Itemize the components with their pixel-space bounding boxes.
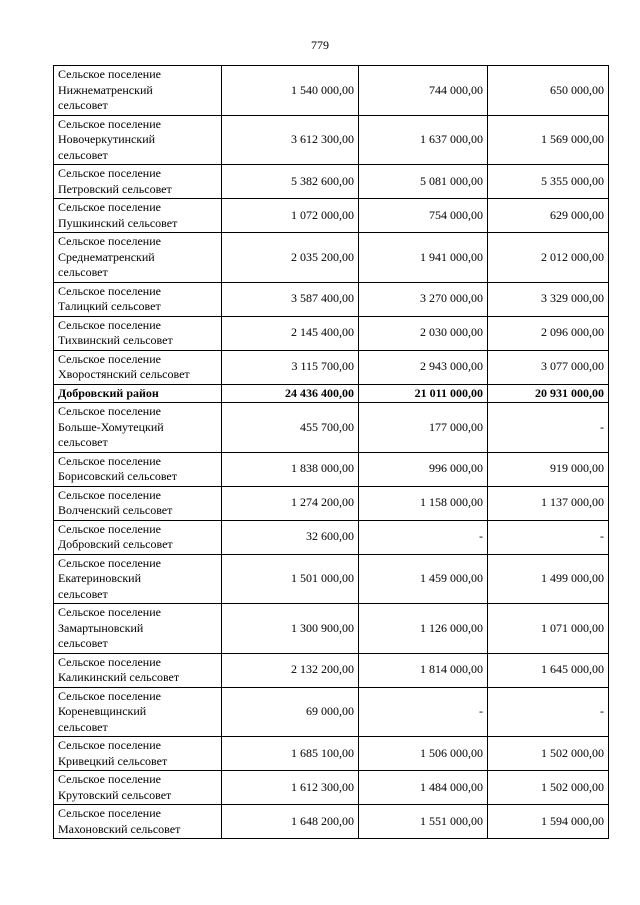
settlement-name-line: Сельское поселение [58, 487, 161, 502]
settlement-name-line: Сельское поселение [58, 200, 161, 214]
amount-cell-1: 2 132 200,00 [222, 653, 359, 687]
table-row [54, 66, 609, 116]
amount-cell-3: 5 355 000,00 [488, 165, 609, 199]
amount-cell-3: - [488, 520, 609, 554]
table-row [54, 115, 609, 165]
amount-cell-1: 3 115 700,00 [222, 350, 359, 384]
settlement-name-cell [54, 554, 222, 604]
settlement-name-cell [54, 115, 222, 165]
settlement-name-line: Сельское поселение [58, 555, 161, 570]
amount-cell-3: 2 012 000,00 [488, 233, 609, 283]
settlement-name-line: Сельское поселение [58, 688, 161, 703]
table-row [54, 653, 609, 687]
amount-cell-2: - [359, 520, 488, 554]
table-row [54, 403, 609, 453]
table-row [54, 452, 609, 486]
table-row [54, 165, 609, 199]
settlement-name-line: сельсовет [58, 98, 108, 112]
amount-cell-3: 1 502 000,00 [488, 771, 609, 805]
table-row [54, 282, 609, 316]
amount-cell-2: 5 081 000,00 [359, 165, 488, 199]
amount-cell-1: 1 540 000,00 [222, 66, 359, 116]
settlement-name-cell [54, 403, 222, 453]
settlement-name-line: Сельское поселение [58, 351, 161, 366]
amount-cell-1: 5 382 600,00 [222, 165, 359, 199]
settlement-name-line: Сельское поселение [58, 453, 161, 468]
amount-cell-2: 1 506 000,00 [359, 737, 488, 771]
settlement-name-line: Сельское поселение [58, 67, 161, 81]
settlement-name-cell [54, 316, 222, 350]
settlement-name-line: Сельское поселение [58, 283, 161, 298]
amount-cell-1: 32 600,00 [222, 520, 359, 554]
amount-cell-1: 1 838 000,00 [222, 452, 359, 486]
amount-cell-2: 1 814 000,00 [359, 653, 488, 687]
settlement-name-line: Добровский район [58, 385, 159, 400]
amount-cell-1: 2 035 200,00 [222, 233, 359, 283]
settlement-name-line: Сельское поселение [58, 738, 161, 752]
settlement-name-line: Талицкий сельсовет [58, 299, 161, 313]
table-row [54, 486, 609, 520]
settlement-name-line: Сельское поселение [58, 166, 161, 180]
settlement-name-cell [54, 486, 222, 520]
amount-cell-3: 20 931 000,00 [488, 384, 609, 403]
table-row [54, 805, 609, 839]
settlement-name-cell [54, 737, 222, 771]
amount-cell-1: 1 685 100,00 [222, 737, 359, 771]
settlement-name-line: Кореневщинский [58, 704, 147, 718]
amount-cell-1: 1 501 000,00 [222, 554, 359, 604]
settlement-name-line: Сельское поселение [58, 317, 161, 332]
amount-cell-1: 69 000,00 [222, 687, 359, 737]
settlement-name-line: Нижнематренский [58, 82, 153, 97]
amount-cell-3: 1 137 000,00 [488, 486, 609, 520]
amount-cell-1: 1 648 200,00 [222, 805, 359, 839]
amount-cell-3: 2 096 000,00 [488, 316, 609, 350]
amount-cell-3: 1 645 000,00 [488, 653, 609, 687]
settlement-name-cell [54, 165, 222, 199]
amount-cell-2: 1 158 000,00 [359, 486, 488, 520]
settlement-name-line: Кривецкий сельсовет [58, 753, 168, 768]
table-row [54, 737, 609, 771]
amount-cell-3: 919 000,00 [488, 452, 609, 486]
settlement-name-line: Сельское поселение [58, 772, 161, 786]
table-row [54, 384, 609, 403]
amount-cell-3: 3 329 000,00 [488, 282, 609, 316]
settlement-name-line: Махоновский сельсовет [58, 821, 181, 836]
amount-cell-3: 650 000,00 [488, 66, 609, 116]
budget-table [53, 65, 609, 839]
settlement-name-line: сельсовет [58, 435, 108, 449]
settlement-name-line: Хворостянский сельсовет [58, 367, 190, 381]
settlement-name-cell [54, 350, 222, 384]
amount-cell-1: 1 072 000,00 [222, 199, 359, 233]
settlement-name-cell [54, 66, 222, 116]
settlement-name-cell [54, 452, 222, 486]
table-row [54, 199, 609, 233]
amount-cell-3: 3 077 000,00 [488, 350, 609, 384]
amount-cell-3: 629 000,00 [488, 199, 609, 233]
table-row [54, 233, 609, 283]
settlement-name-line: Пушкинский сельсовет [58, 215, 178, 230]
table-row [54, 316, 609, 350]
amount-cell-1: 3 587 400,00 [222, 282, 359, 316]
settlement-name-line: Больше-Хомутецкий [58, 419, 164, 434]
settlement-name-line: Сельское поселение [58, 654, 161, 669]
amount-cell-1: 1 300 900,00 [222, 604, 359, 654]
settlement-name-cell [54, 199, 222, 233]
amount-cell-2: 1 126 000,00 [359, 604, 488, 654]
settlement-name-line: Сельское поселение [58, 806, 161, 820]
amount-cell-2: 177 000,00 [359, 403, 488, 453]
amount-cell-2: 3 270 000,00 [359, 282, 488, 316]
settlement-name-line: Тихвинский сельсовет [58, 333, 173, 347]
table-body [54, 66, 609, 839]
page-number: 779 [311, 38, 329, 52]
table-row [54, 520, 609, 554]
settlement-name-cell [54, 520, 222, 554]
settlement-name-line: Крутовский сельсовет [58, 787, 172, 802]
settlement-name-cell [54, 687, 222, 737]
amount-cell-2: 1 459 000,00 [359, 554, 488, 604]
amount-cell-2: 996 000,00 [359, 452, 488, 486]
settlement-name-cell [54, 384, 222, 403]
amount-cell-2: 21 011 000,00 [359, 384, 488, 403]
amount-cell-1: 455 700,00 [222, 403, 359, 453]
amount-cell-2: 744 000,00 [359, 66, 488, 116]
amount-cell-2: 754 000,00 [359, 199, 488, 233]
amount-cell-3: 1 071 000,00 [488, 604, 609, 654]
table-row [54, 554, 609, 604]
settlement-name-cell [54, 653, 222, 687]
settlement-name-line: сельсовет [58, 265, 108, 279]
amount-cell-3: 1 499 000,00 [488, 554, 609, 604]
settlement-name-line: сельсовет [58, 719, 108, 734]
table-row [54, 771, 609, 805]
amount-cell-2: 1 551 000,00 [359, 805, 488, 839]
settlement-name-cell [54, 604, 222, 654]
amount-cell-3: 1 502 000,00 [488, 737, 609, 771]
settlement-name-cell [54, 771, 222, 805]
settlement-name-line: Борисовский сельсовет [58, 469, 177, 483]
settlement-name-line: Сельское поселение [58, 404, 161, 418]
settlement-name-line: Екатериновский [58, 571, 142, 585]
settlement-name-line: Каликинский сельсовет [58, 670, 180, 684]
amount-cell-2: 1 637 000,00 [359, 115, 488, 165]
amount-cell-1: 1 274 200,00 [222, 486, 359, 520]
settlement-name-line: сельсовет [58, 147, 108, 162]
settlement-name-line: Добровский сельсовет [58, 537, 173, 551]
amount-cell-1: 1 612 300,00 [222, 771, 359, 805]
settlement-name-line: Петровский сельсовет [58, 181, 172, 196]
settlement-name-line: Новочеркутинский [58, 132, 156, 146]
table-row [54, 350, 609, 384]
amount-cell-3: - [488, 403, 609, 453]
settlement-name-line: Замартыновский [58, 620, 144, 635]
settlement-name-cell [54, 805, 222, 839]
amount-cell-1: 2 145 400,00 [222, 316, 359, 350]
amount-cell-1: 24 436 400,00 [222, 384, 359, 403]
amount-cell-3: - [488, 687, 609, 737]
settlement-name-line: Сельское поселение [58, 116, 161, 131]
settlement-name-line: Сельское поселение [58, 605, 161, 619]
amount-cell-2: 1 941 000,00 [359, 233, 488, 283]
settlement-name-line: Волченский сельсовет [58, 503, 173, 517]
amount-cell-2: 2 030 000,00 [359, 316, 488, 350]
amount-cell-2: 1 484 000,00 [359, 771, 488, 805]
table-row [54, 604, 609, 654]
amount-cell-2: - [359, 687, 488, 737]
amount-cell-3: 1 594 000,00 [488, 805, 609, 839]
settlement-name-line: Среднематренский [58, 249, 155, 264]
amount-cell-1: 3 612 300,00 [222, 115, 359, 165]
settlement-name-cell [54, 233, 222, 283]
settlement-name-line: сельсовет [58, 586, 108, 601]
amount-cell-2: 2 943 000,00 [359, 350, 488, 384]
table-row [54, 687, 609, 737]
settlement-name-cell [54, 282, 222, 316]
settlement-name-line: Сельское поселение [58, 521, 161, 536]
settlement-name-line: Сельское поселение [58, 234, 161, 248]
amount-cell-3: 1 569 000,00 [488, 115, 609, 165]
settlement-name-line: сельсовет [58, 636, 108, 650]
